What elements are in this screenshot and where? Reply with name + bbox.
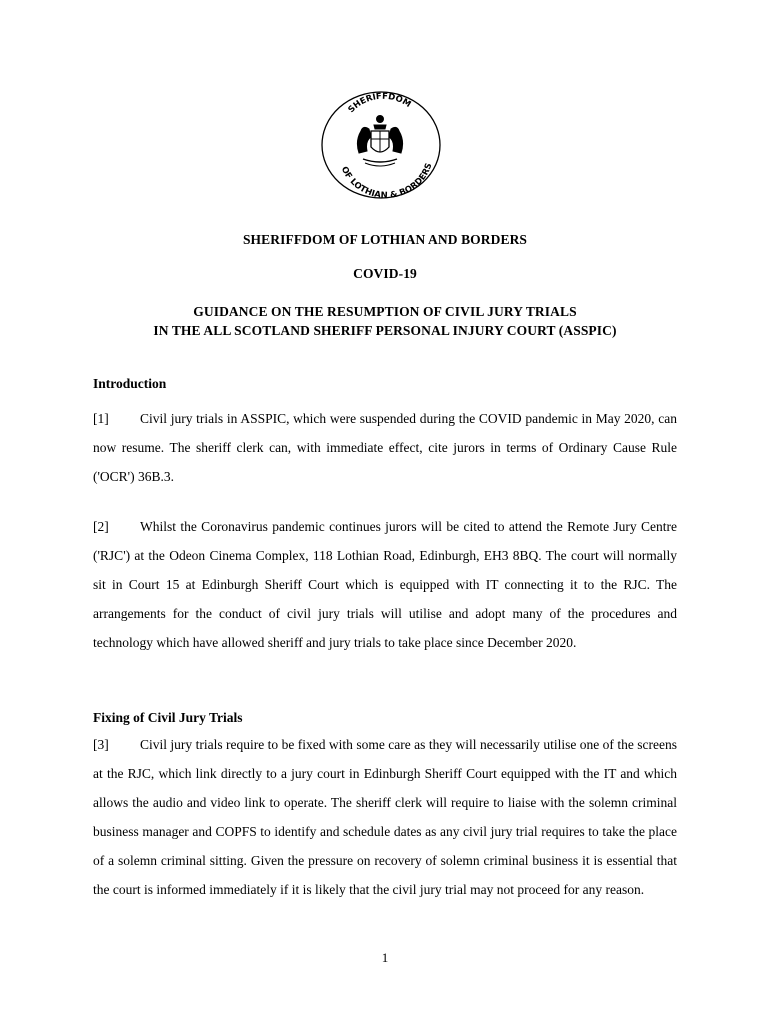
paragraph-number: [1] (93, 411, 109, 426)
paragraph-number: [3] (93, 737, 109, 752)
section-title-fixing: Fixing of Civil Jury Trials (93, 710, 243, 725)
paragraph-text: Civil jury trials in ASSPIC, which were suspended during the COVID pandemic in May 2020, can now resume. The sheriff clerk can, with immediate effect, cite jurors in terms of Ordinary Cause Rule ('OCR') 36B.3. (93, 411, 677, 484)
section-title-introduction: Introduction (93, 376, 167, 391)
svg-text:SHERIFFDOM: SHERIFFDOM (346, 91, 413, 116)
paragraph-3 (93, 730, 677, 904)
coat-of-arms-icon (357, 116, 402, 167)
paragraph-text: Whilst the Coronavirus pandemic continues jurors will be cited to attend the Remote Jury Centre ('RJC') at the Odeon Cinema Complex, 118 Lothian Road, Edinburgh, EH3 8BQ. The court will normally sit in Court 15 at Edinburgh Sheriff Court which is equipped with IT connecting it to the RJC. The arrangements for the conduct of civil jury trials will utilise and adopt many of the procedures and technology which have allowed sheriff and jury trials to take place since December 2020. (93, 519, 677, 650)
guidance-heading-line-1: GUIDANCE ON THE RESUMPTION OF CIVIL JURY TRIALS (193, 304, 577, 319)
page-number: 1 (381, 950, 389, 965)
sheriffdom-seal-logo (319, 89, 443, 201)
document-title: SHERIFFDOM OF LOTHIAN AND BORDERS (242, 232, 528, 247)
svg-text:OF LOTHIAN & BORDERS: OF LOTHIAN & BORDERS (338, 161, 435, 201)
paragraph-number: [2] (93, 519, 109, 534)
paragraph-2 (93, 512, 677, 657)
guidance-heading-line-2: IN THE ALL SCOTLAND SHERIFF PERSONAL INJURY COURT (ASSPIC) (153, 323, 617, 338)
paragraph-text: Civil jury trials require to be fixed with some care as they will necessarily utilise one of the screens at the RJC, which link directly to a jury court in Edinburgh Sheriff Court equipped with the IT and which allows the audio and video link to operate. The sheriff clerk will require to liaise with the solemn criminal business manager and COPFS to identify and schedule dates as any civil jury trial requires to take the place of a solemn criminal sitting. Given the pressure on recovery of solemn criminal business it is essential that the court is informed immediately if it is likely that the civil jury trial may not proceed for any reason. (93, 737, 677, 897)
document-subtitle: COVID-19 (353, 266, 417, 281)
paragraph-1 (93, 404, 677, 491)
